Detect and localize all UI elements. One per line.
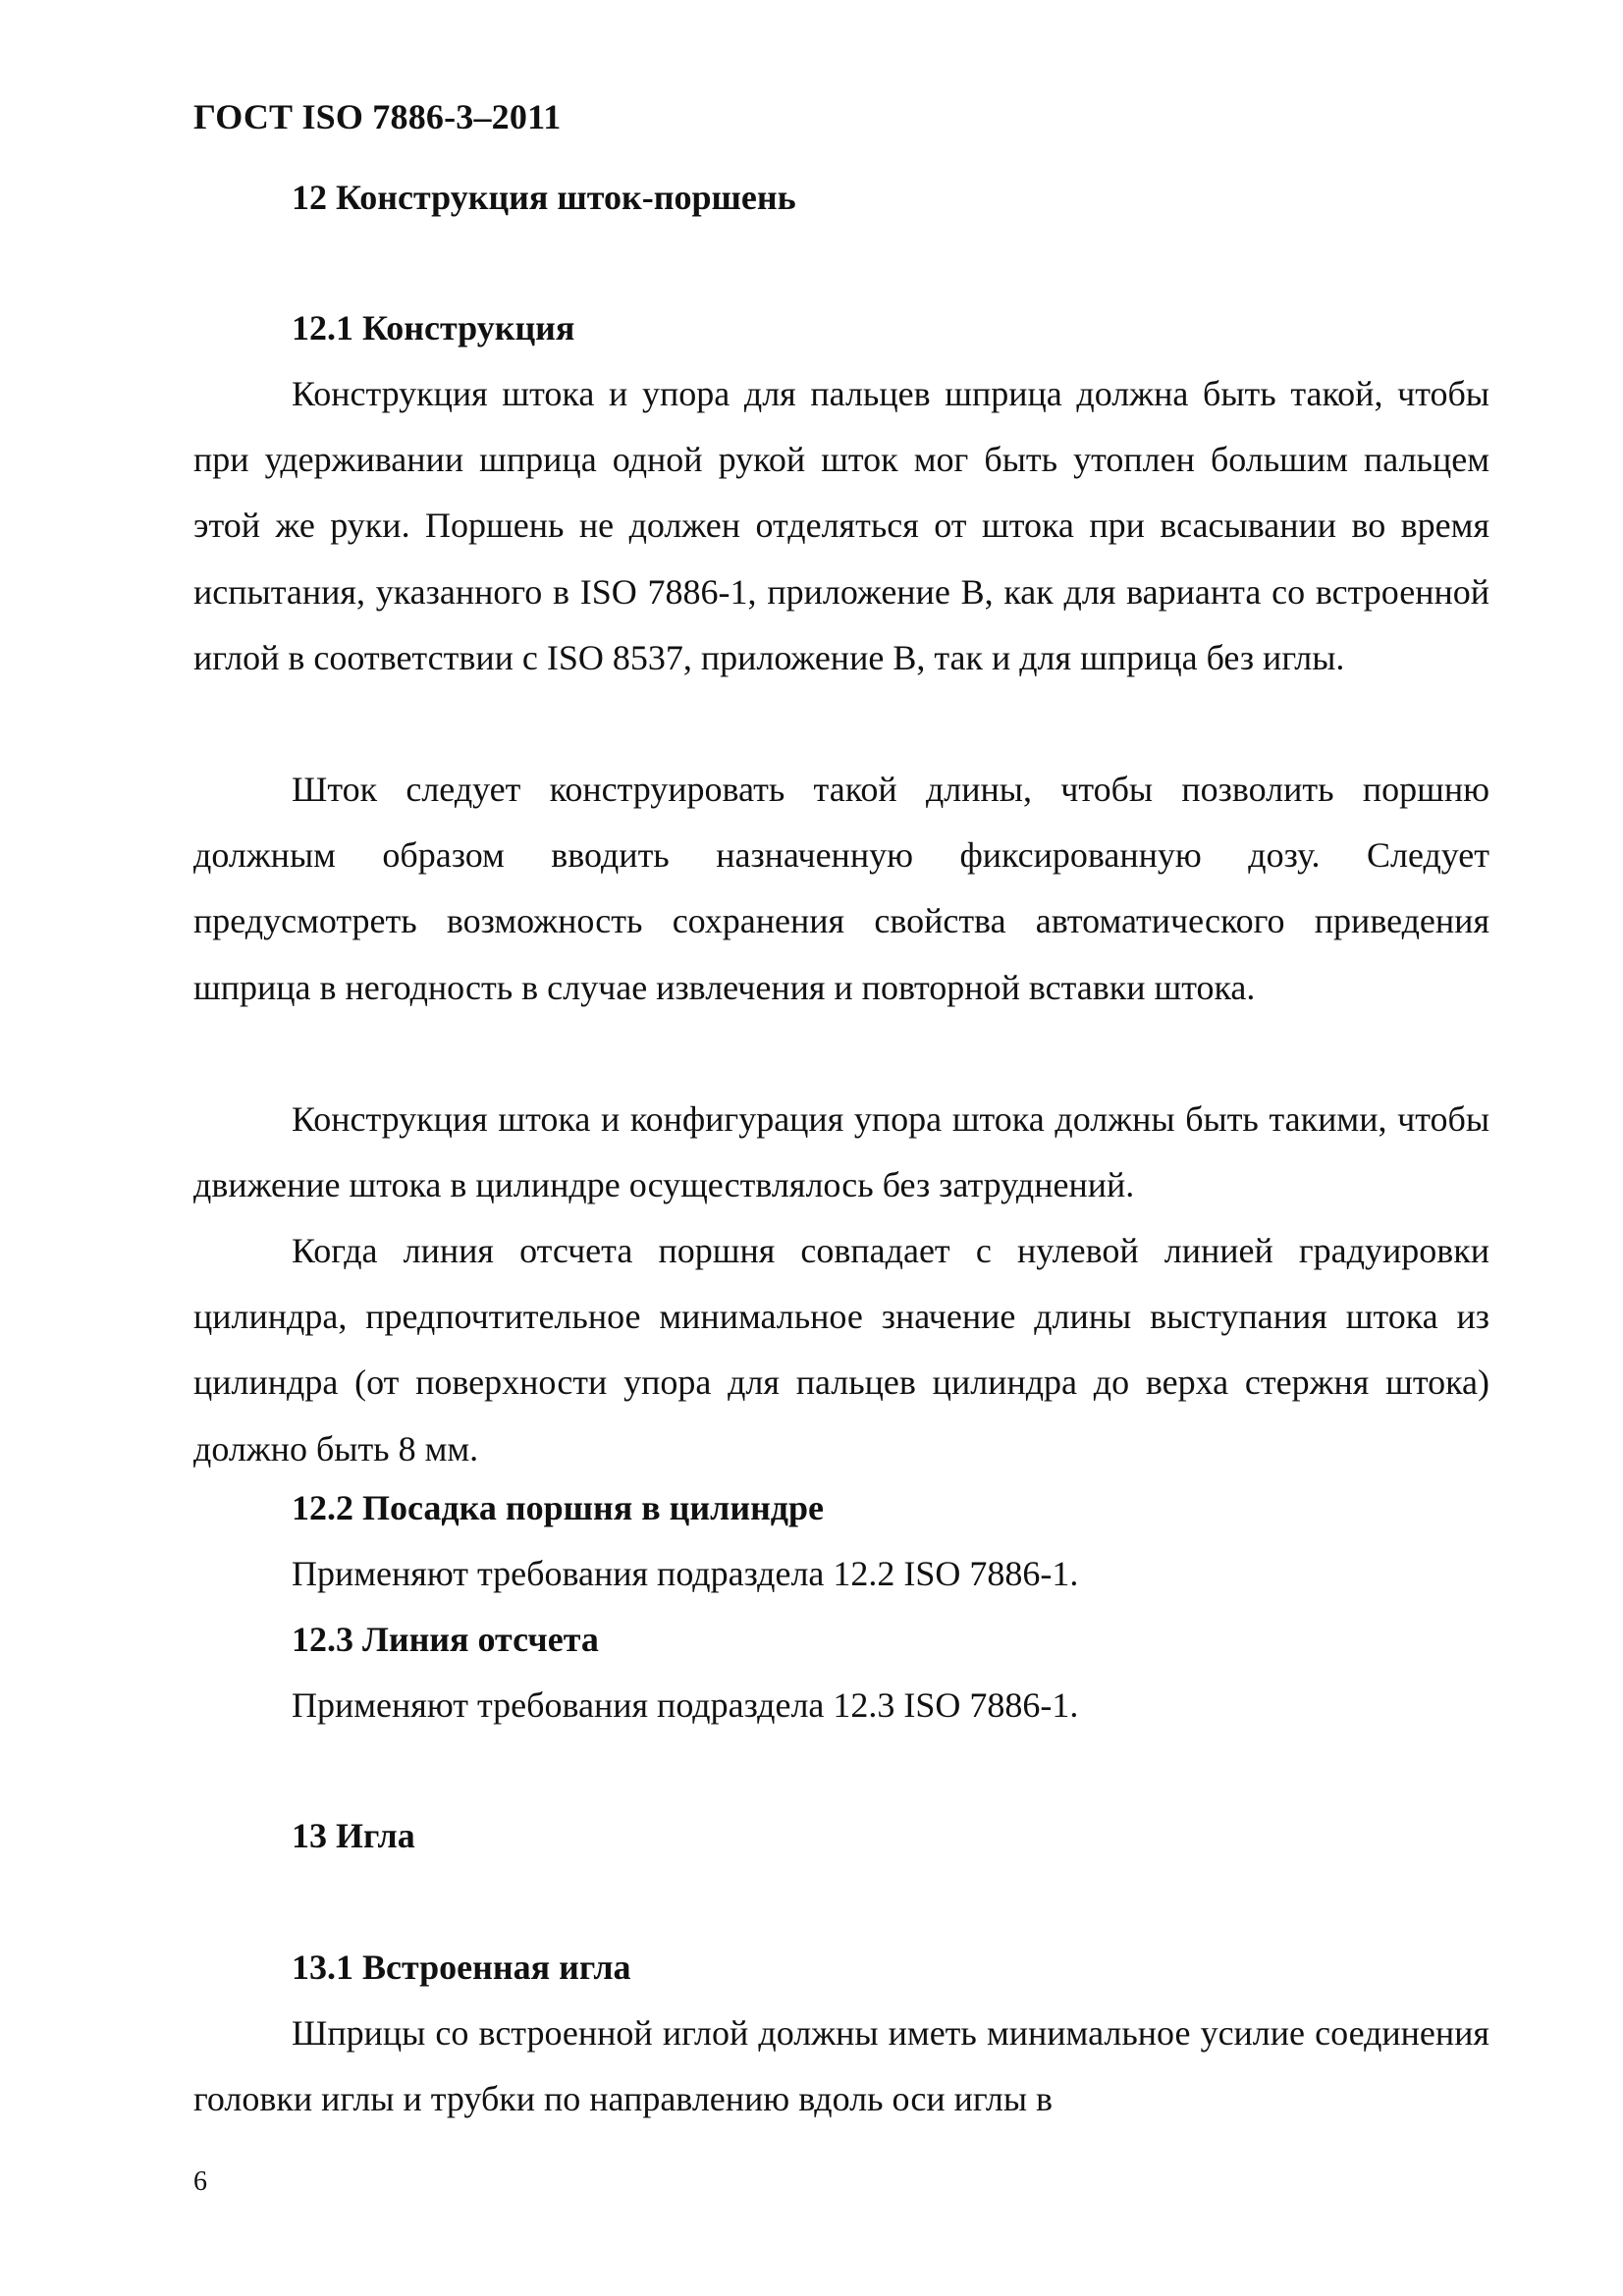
page-number: 6: [193, 2166, 207, 2197]
paragraph-12-1-4: Когда линия отсчета поршня совпадает с нулевой линией градуировки цилиндра, предпочтительное минимальное значение длины выступания штока из цилиндра (от поверхности упора для пальцев цилиндра до верха стержня штока) должно быть 8 мм.: [193, 1231, 1489, 1468]
paragraph-12-3: Применяют требования подраздела 12.3 ISO 7886-1.: [292, 1685, 1079, 1725]
section-13-heading: 13 Игла: [292, 1816, 415, 1855]
paragraph-12-1-2: Шток следует конструировать такой длины, чтобы позволить поршню должным образом вводить назначенную фиксированную дозу. Следует предусмотреть возможность сохранения свойства автоматического приведения шприца в негодность в случае извлечения и повторной вставки штока.: [193, 770, 1489, 1007]
paragraph-12-2: Применяют требования подраздела 12.2 ISO 7886-1.: [292, 1554, 1079, 1593]
section-12-heading: 12 Конструкция шток-поршень: [292, 178, 796, 217]
subsection-12-3-heading: 12.3 Линия отсчета: [292, 1620, 599, 1659]
subsection-13-1-heading: 13.1 Встроенная игла: [292, 1948, 631, 1987]
paragraph-12-1-1: Конструкция штока и упора для пальцев шприца должна быть такой, чтобы при удерживании шприца одной рукой шток мог быть утоплен большим пальцем этой же руки. Поршень не должен отделяться от штока при всасывании во время испытания, указанного в ISO 7886-1, приложение В, как для варианта со встроенной иглой в соответствии с ISO 8537, приложение В, так и для шприца без иглы.: [193, 374, 1489, 677]
subsection-12-2-heading: 12.2 Посадка поршня в цилиндре: [292, 1488, 825, 1527]
paragraph-13-1: Шприцы со встроенной иглой должны иметь минимальное усилие соединения головки иглы и трубки по направлению вдоль оси иглы в: [193, 2013, 1489, 2119]
subsection-12-1-heading: 12.1 Конструкция: [292, 308, 575, 347]
paragraph-12-1-3: Конструкция штока и конфигурация упора штока должны быть такими, чтобы движение штока в цилиндре осуществлялось без затруднений.: [193, 1099, 1489, 1205]
document-header: ГОСТ ISO 7886-3–2011: [193, 97, 562, 136]
